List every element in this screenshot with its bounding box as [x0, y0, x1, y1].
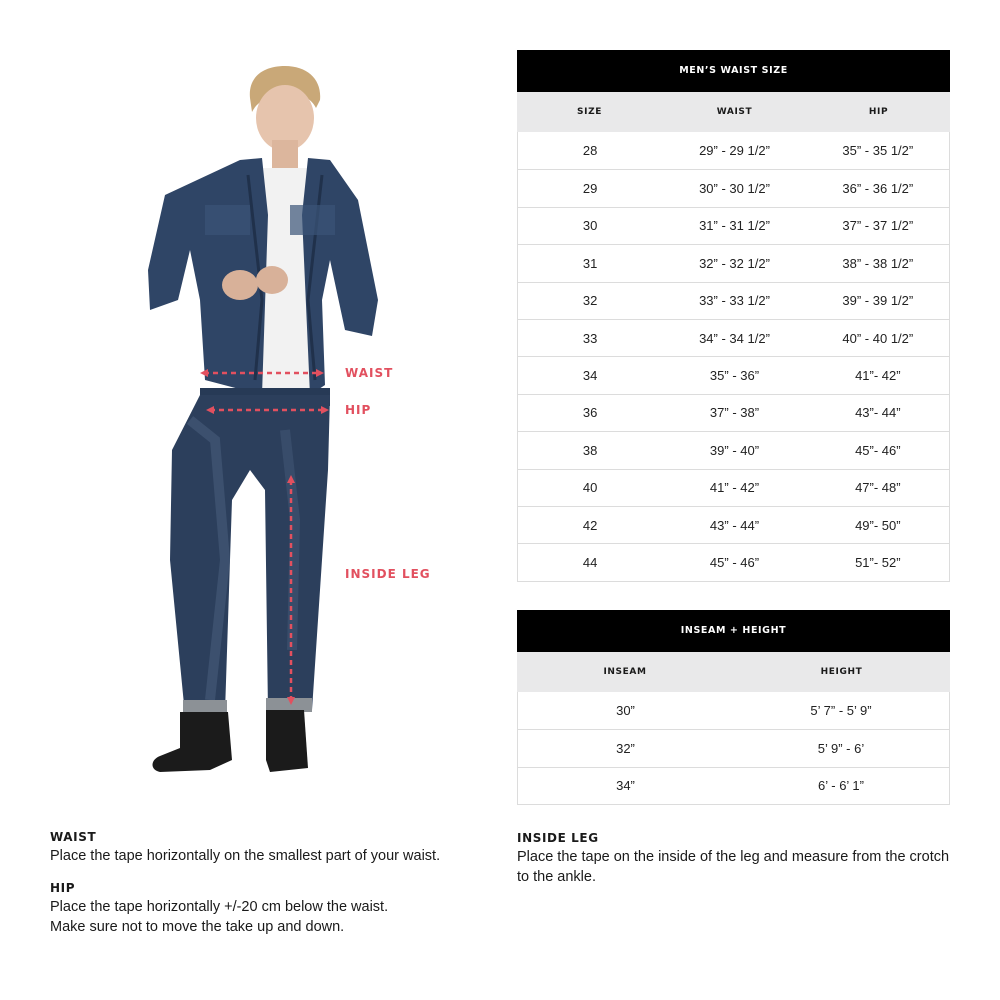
- table-cell: 47”- 48”: [855, 480, 901, 496]
- model-jeans: [170, 395, 330, 715]
- table-cell: 37” - 37 1/2”: [842, 218, 914, 234]
- waist-table-row: [518, 319, 949, 356]
- waist-table-row: [518, 394, 949, 431]
- table-cell: 6’ - 6’ 1”: [818, 778, 864, 794]
- table-cell: 36” - 36 1/2”: [842, 181, 914, 197]
- table-cell: 32: [582, 293, 598, 309]
- header-size: SIZE: [577, 107, 602, 117]
- header-waist: WAIST: [716, 107, 753, 117]
- table-cell: 38: [582, 442, 598, 458]
- table-cell: 44: [582, 554, 598, 570]
- inside-leg-measure-label: INSIDE LEG: [345, 567, 431, 581]
- model-right-boot: [266, 710, 308, 772]
- table-cell: 45”- 46”: [855, 442, 901, 458]
- waist-table-row: [518, 207, 949, 244]
- inside-leg-instructions-line: to the ankle.: [517, 869, 596, 885]
- hip-instructions-heading: HIP: [50, 881, 76, 895]
- waist-table-row: [518, 506, 949, 543]
- table-cell: 45” - 46”: [709, 554, 760, 570]
- table-cell: 40” - 40 1/2”: [842, 330, 914, 346]
- table-cell: 31” - 31 1/2”: [699, 218, 770, 234]
- table-cell: 30”: [616, 703, 635, 719]
- table-cell: 5’ 9” - 6’: [817, 741, 865, 757]
- inseam-table-header: [517, 652, 950, 692]
- table-cell: 43”- 44”: [855, 405, 901, 421]
- table-cell: 39” - 40”: [709, 442, 760, 458]
- table-cell: 5’ 7” - 5’ 9”: [810, 703, 872, 719]
- table-cell: 34” - 34 1/2”: [699, 330, 770, 346]
- model-left-boot: [153, 712, 233, 772]
- inseam-table-row: [518, 767, 949, 804]
- hip-instructions: [50, 879, 470, 937]
- table-cell: 28: [582, 143, 598, 159]
- table-cell: 35” - 36”: [709, 368, 760, 384]
- table-cell: 37” - 38”: [709, 405, 760, 421]
- inseam-table-row: [518, 729, 949, 766]
- table-cell: 29” - 29 1/2”: [699, 143, 770, 159]
- waist-table-header: [517, 92, 950, 132]
- table-cell: 30” - 30 1/2”: [699, 181, 770, 197]
- table-cell: 51”- 52”: [855, 554, 901, 570]
- inseam-table-row: [518, 692, 949, 729]
- waist-table-row: [518, 169, 949, 206]
- waist-table-row: [518, 431, 949, 468]
- waist-table-body: [517, 132, 950, 582]
- table-cell: 43” - 44”: [709, 517, 760, 533]
- inside-leg-instructions-heading: INSIDE LEG: [517, 831, 599, 845]
- table-cell: 30: [582, 218, 598, 234]
- table-cell: 29: [582, 181, 598, 197]
- waist-table-row: [518, 132, 949, 169]
- table-cell: 36: [582, 405, 598, 421]
- waist-table-title: MEN’S WAIST SIZE: [517, 50, 950, 92]
- waist-instructions: [50, 828, 470, 866]
- waist-table-row: [518, 282, 949, 319]
- hip-measure-label: HIP: [345, 403, 372, 417]
- inseam-height-table: [517, 610, 950, 805]
- waist-measure-label: WAIST: [345, 366, 394, 380]
- waist-table-row: [518, 543, 949, 580]
- table-cell: 32” - 32 1/2”: [699, 255, 770, 271]
- table-cell: 41”- 42”: [855, 368, 901, 384]
- waist-table-row: [518, 356, 949, 393]
- table-cell: 41” - 42”: [709, 480, 760, 496]
- inseam-table-title: INSEAM + HEIGHT: [517, 610, 950, 652]
- waist-table-row: [518, 244, 949, 281]
- header-hip: HIP: [868, 107, 889, 117]
- inside-leg-instructions-line: Place the tape on the inside of the leg and measure from the crotch: [517, 849, 950, 865]
- table-cell: 39” - 39 1/2”: [842, 293, 914, 309]
- table-cell: 42: [582, 517, 598, 533]
- inseam-table-body: [517, 692, 950, 805]
- table-cell: 34”: [616, 778, 635, 794]
- model-photo: [130, 55, 430, 785]
- table-cell: 34: [582, 368, 598, 384]
- table-cell: 38” - 38 1/2”: [842, 255, 914, 271]
- waist-instructions-heading: WAIST: [50, 830, 97, 844]
- table-cell: 33: [582, 330, 598, 346]
- table-cell: 35” - 35 1/2”: [842, 143, 914, 159]
- inside-leg-instructions: [517, 829, 957, 887]
- hip-instructions-line: Place the tape horizontally +/-20 cm below the waist.: [50, 899, 389, 915]
- waist-table-row: [518, 469, 949, 506]
- hip-instructions-line: Make sure not to move the take up and down.: [50, 919, 345, 935]
- waist-instructions-line: Place the tape horizontally on the smallest part of your waist.: [50, 848, 441, 864]
- header-height: HEIGHT: [820, 667, 863, 677]
- table-cell: 40: [582, 480, 598, 496]
- table-cell: 32”: [616, 741, 635, 757]
- waist-size-table: [517, 50, 950, 582]
- table-cell: 31: [582, 255, 598, 271]
- table-cell: 49”- 50”: [855, 517, 901, 533]
- header-inseam: INSEAM: [603, 667, 647, 677]
- table-cell: 33” - 33 1/2”: [699, 293, 770, 309]
